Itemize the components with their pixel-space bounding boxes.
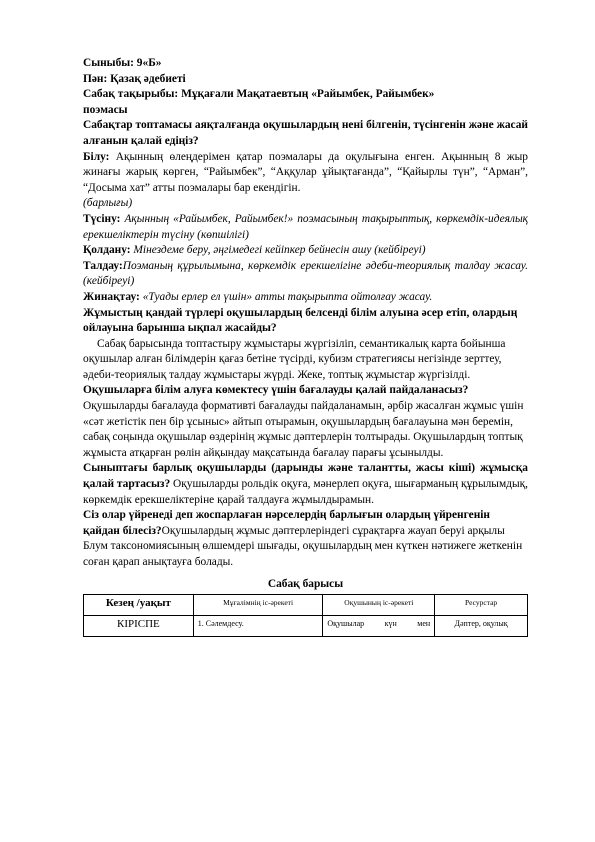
apply-text: Мінездеме беру, әңгімедегі кейіпкер бейнесін ашу (кейбіреуі) [130, 244, 426, 257]
student-word-1: Оқушылар [327, 619, 365, 629]
topic-text: Сабақ тақырыбы: Мұқағали Мақатаевтың «Райымбек, Райымбек» [83, 88, 435, 101]
synth-text: «Туады ерлер ел үшін» атты тақырыпта ойтолғау жасау. [139, 290, 433, 303]
lesson-table [83, 594, 528, 637]
q3-answer: Оқушыларды бағалауда формативті бағалауды пайдаланамын, әрбір жасалған жұмыс үшін «сәт жетістік пен бір ұсыныс» айтып отырамын, оқушылардың бағалауына мән беремін, сабақ соңында оқушылар өздерінің жұмыс дәптерлерін толтырады. Оқушылардың топтық жұмыста атқарған рөлін айқындау мақсатында бағалау парағы ұсынылды. [83, 400, 524, 459]
understand-label: Түсіну: [83, 212, 121, 225]
apply-label: Қолдану: [83, 244, 131, 257]
know-text: Ақынның өлеңдерімен қатар поэмалары да оқулығына енген. Ақынның 8 жыр жинағы жарық көрген, “Райымбек”, “Аққулар ұйықтағанда”, “Қайырлы түн”, “Арман”, “Досыма хат” атты поэмалары бар екендігін. [83, 150, 528, 194]
q5-answer: Оқушылардың жұмыс дәптерлеріндегі сұрақтарға жауап беруі арқылы Блум таксономиясының өлшемдері шығады, оқушылардың мен күткен нәтижеге жеткенін соған қарап анықтауға болады. [83, 524, 523, 568]
apply-paragraph [83, 243, 528, 259]
teacher-cell: 1. Сәлемдесу. [193, 616, 323, 637]
q5-paragraph [83, 508, 528, 570]
q5-question: Сіз олар үйренеді деп жоспарлаған нәрселердің барлығын олардың үйренгенін қайдан білесіз? [83, 509, 490, 537]
analyze-paragraph [83, 259, 528, 290]
lesson-title: Сабақ барысы [267, 577, 344, 590]
student-cell-text [327, 619, 430, 629]
table-row [84, 616, 528, 637]
document-page [83, 56, 528, 637]
analyze-text: Поэманың құрылымына, көркемдік ерекшелігіне әдеби-теориялық талдау жасау. (кейбіреуі) [83, 259, 528, 288]
q3-question: Оқушыларға білім алуға көмектесу үшін бағалауды қалай пайдаланасыз? [83, 384, 469, 397]
topic-line [83, 87, 528, 118]
class-line: Сыныбы: 9«Б» [83, 57, 162, 69]
col-teacher-header: Мұғалімнің іс-әрекеті [193, 595, 323, 616]
analyze-label: Талдау: [83, 259, 123, 272]
resources-cell: Дәптер, оқулық [435, 616, 528, 637]
q4-paragraph [83, 461, 528, 508]
q4-question: Сыныптағы барлық оқушыларды (дарынды және талантты, жасы кіші) жұмысқа қалай тартасыз? [83, 462, 528, 491]
synth-paragraph [83, 290, 528, 306]
student-word-3: мен [417, 619, 431, 629]
synth-label: Жинақтау: [83, 290, 140, 303]
q4-answer: Оқушыларды рольдік оқуға, мәнерлеп оқуға, шығарманың құрылымдық, көркемдік ерекшеліктеріне қарай талдауға жұмылдырамын. [83, 478, 528, 506]
q1-question: Сабақтар топтамасы аяқталғанда оқушылардың нені білгенін, түсінгенін және жасай алғанын қалай едіңіз? [83, 119, 528, 147]
table-header-row [84, 595, 528, 616]
student-word-2: күн [384, 619, 397, 629]
understand-paragraph [83, 212, 528, 243]
know-paragraph [83, 150, 528, 212]
col-resources-header: Ресурстар [435, 595, 528, 616]
understand-text: Ақынның «Райымбек, Райымбек!» поэмасының тақырыптық, көркемдік-идеялық ерекшеліктерін түсіну (көпшілігі) [83, 212, 528, 241]
q2-question: Жұмыстың қандай түрлері оқушылардың белсенді білім алуына әсер етіп, олардың ойлауына барынша ықпал жасайды? [83, 306, 518, 335]
student-cell [323, 616, 435, 637]
q2-answer: Сабақ барысында топтастыру жұмыстары жүргізіліп, семантикалық карта бойынша оқушылар алған білімдерін қағаз бетіне түсірді, кубизм стратегиясы негізінде зерттеу, әдеби-теориялық талдау жұмыстары жүрді. Жеке, топтық жұмыстар жүргізілді. [83, 337, 506, 381]
subject-line: Пән: Қазақ әдебиеті [83, 72, 186, 85]
col-stage-header: Кезең /уақыт [84, 595, 194, 616]
know-label: Білу: [83, 150, 110, 163]
col-student-header: Оқушының іс-әрекеті [323, 595, 435, 616]
stage-cell: КІРІСПЕ [84, 616, 194, 637]
topic-cont: поэмасы [83, 103, 128, 116]
know-note: (барлығы) [83, 197, 133, 210]
